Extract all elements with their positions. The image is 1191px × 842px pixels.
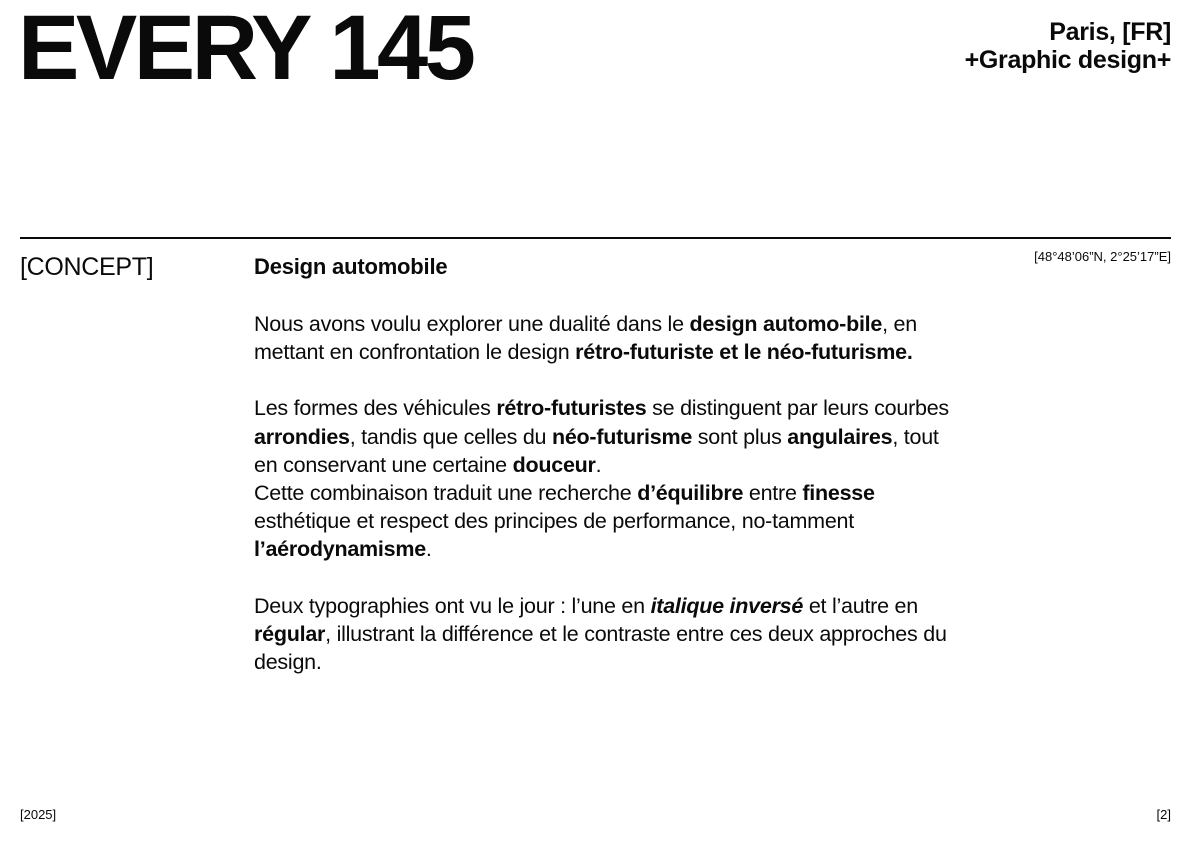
paragraph-text: se distinguent par leurs courbes [646, 396, 949, 421]
paragraph-text: et l’autre en [803, 593, 918, 618]
paragraph-text: entre [743, 481, 803, 506]
emphasis-text: néo-futurisme [551, 424, 693, 449]
coordinates-label: [48°48’06”N, 2°25’17”E] [1034, 249, 1171, 264]
paragraph-text: , tandis que celles du [349, 424, 552, 449]
paragraph-text: Les formes des véhicules [254, 396, 497, 421]
header-tagline [965, 18, 1171, 74]
paragraph-text: . [425, 537, 432, 562]
paragraph-text: , illustrant la différence et le contraste entre ces deux approches du design. [254, 621, 947, 675]
emphasis-text: d’équilibre [637, 481, 744, 506]
emphasis-text: design automo-bile [689, 312, 883, 336]
footer-year: [2025] [20, 807, 57, 822]
paragraph-3 [254, 592, 954, 677]
paragraph-1 [254, 310, 954, 366]
paragraph-text: sont plus [692, 424, 788, 449]
paragraph-text: Cette combinaison traduit une recherche [254, 481, 638, 506]
location-label: Paris, [FR] [1049, 18, 1171, 46]
paragraph-text: Deux typographies ont vu le jour : l’une en [254, 593, 651, 618]
section-label: [CONCEPT] [20, 253, 154, 281]
paragraph-text: Nous avons voulu explorer une dualité dans le [254, 312, 690, 336]
emphasis-text: douceur [512, 452, 596, 477]
content-column [254, 252, 954, 676]
content-subtitle: Design automobile [254, 254, 448, 279]
emphasis-text: rétro-futuristes [496, 396, 647, 421]
page-number: [2] [1156, 807, 1171, 822]
paragraph-text: esthétique et respect des principes de performance, no-tamment [254, 509, 854, 534]
brand-title: EVERY 145 [18, 0, 473, 99]
emphasis-text: rétro-futuriste et le néo-futurisme. [575, 340, 913, 365]
paragraph-text: , tout en conservant une certaine [254, 424, 939, 477]
italic-emphasis-text: italique inversé [650, 593, 804, 618]
emphasis-text: régular [254, 621, 326, 646]
discipline-label: +Graphic design+ [964, 46, 1171, 74]
emphasis-text: l’aérodynamisme [254, 537, 426, 562]
paragraph-text: . [595, 452, 602, 477]
emphasis-text: arrondies [254, 424, 350, 449]
emphasis-text: angulaires [787, 424, 893, 449]
paragraph-text: , en mettant en confrontation le design [254, 312, 917, 365]
emphasis-text [651, 594, 804, 618]
emphasis-text: finesse [802, 481, 875, 506]
paragraph-2 [254, 394, 954, 563]
section-divider [20, 237, 1171, 239]
